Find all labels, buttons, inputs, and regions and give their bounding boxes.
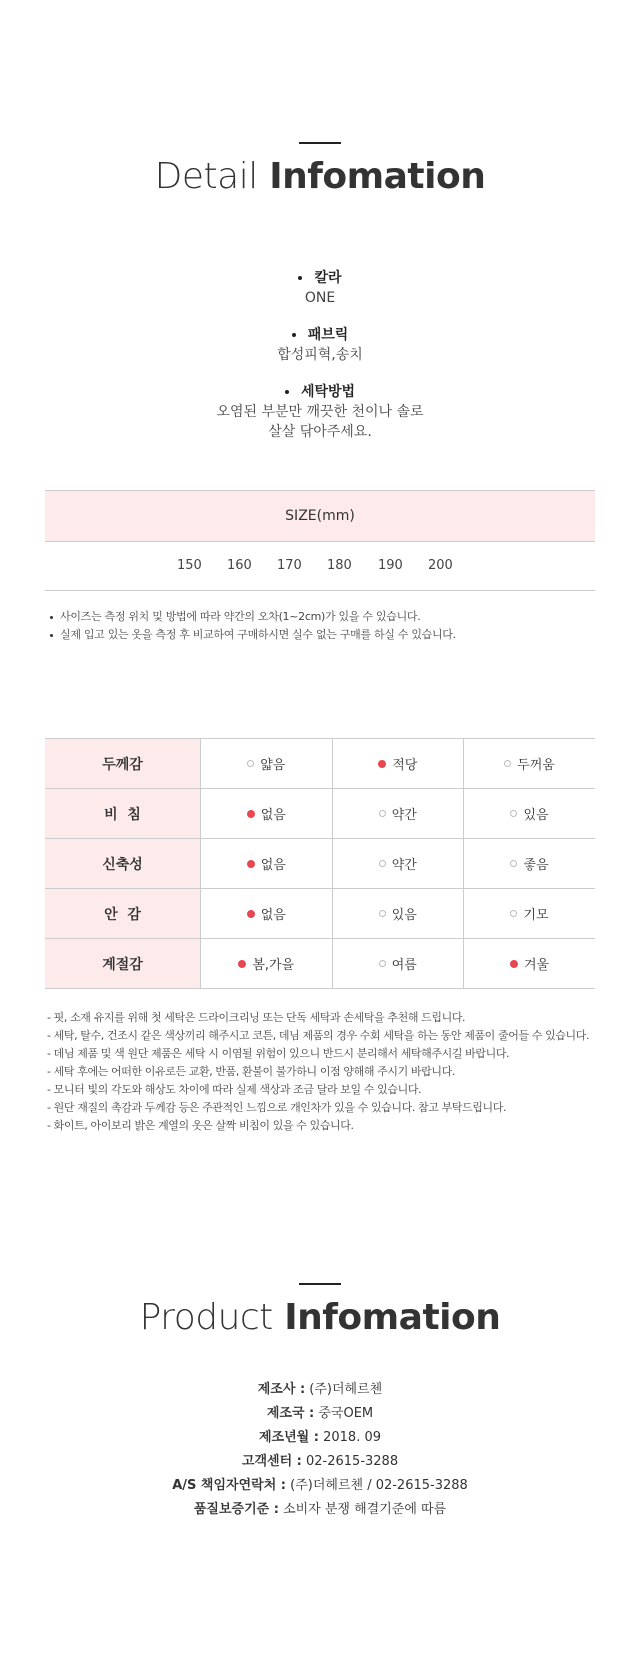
spec-fabric [0, 325, 640, 365]
spec-fabric-value: 합성피혁,송치 [277, 347, 363, 363]
radio-off-icon [247, 760, 254, 767]
option-label: 기모 [523, 908, 549, 923]
care-note: - 세탁 후에는 어떠한 이유로든 교환, 반품, 환불이 불가하니 이점 양해해 주시기 바랍니다. [47, 1065, 455, 1078]
option-label: 약간 [391, 858, 417, 873]
care-notes [47, 1009, 589, 1135]
radio-on-icon [247, 860, 255, 868]
attribute-row-season [45, 939, 595, 989]
size-value: 180 [327, 558, 352, 573]
option-label: 있음 [523, 808, 549, 823]
option-label: 없음 [260, 858, 286, 873]
care-note: - 원단 재질의 촉감과 두께감 등은 주관적인 느낌으로 개인차가 있을 수 있습니다. 참고 부탁드립니다. [47, 1101, 507, 1114]
option-label: 좋음 [523, 858, 549, 873]
product-info-row: 고객센터 : 02-2615-3288 [241, 1454, 399, 1469]
size-note: 사이즈는 측정 위치 및 방법에 따라 약간의 오차(1~2cm)가 있을 수 있습니다. [50, 608, 456, 626]
option-label: 약간 [391, 808, 417, 823]
care-note: - 핏, 소재 유지를 위해 첫 세탁은 드라이크리닝 또는 단독 세탁과 손세탁을 추천해 드립니다. [47, 1011, 466, 1024]
size-table-header: SIZE(mm) [45, 490, 595, 542]
detail-heading-bold: Infomation [269, 156, 486, 197]
bullet-icon [298, 276, 302, 280]
option-label: 없음 [260, 808, 286, 823]
spec-color-value: ONE [304, 290, 336, 306]
radio-off-icon [504, 760, 511, 767]
attribute-label: 계절감 [45, 939, 201, 989]
size-value: 160 [227, 558, 252, 573]
attribute-row-sheerness [45, 789, 595, 839]
product-info-row: 품질보증기준 : 소비자 분쟁 해결기준에 따름 [193, 1502, 447, 1517]
attribute-label: 비 침 [45, 789, 201, 839]
spec-washing [0, 382, 640, 442]
bullet-icon [50, 634, 53, 637]
radio-off-icon [510, 810, 517, 817]
option-label: 여름 [391, 958, 417, 973]
radio-off-icon [510, 910, 517, 917]
detail-heading-bar [299, 142, 341, 144]
product-heading [0, 1296, 640, 1340]
care-note: - 화이트, 아이보리 밝은 계열의 옷은 살짝 비침이 있을 수 있습니다. [47, 1119, 354, 1132]
radio-on-icon [510, 960, 518, 968]
option-label: 있음 [391, 908, 417, 923]
product-heading-light: Product [139, 1297, 273, 1338]
radio-off-icon [379, 860, 386, 867]
bullet-icon [285, 390, 289, 394]
attribute-label: 신축성 [45, 839, 201, 889]
bullet-icon [292, 333, 296, 337]
detail-heading [0, 155, 640, 199]
option-label: 봄,가을 [252, 958, 295, 973]
product-info-row: A/S 책임자연락처 : (주)더헤르첸 / 02-2615-3288 [172, 1478, 468, 1493]
attribute-label: 안 감 [45, 889, 201, 939]
product-heading-bold: Infomation [284, 1297, 501, 1338]
size-table-row [45, 541, 595, 591]
radio-off-icon [379, 910, 386, 917]
radio-off-icon [379, 810, 386, 817]
spec-washing-label: 세탁방법 [300, 384, 356, 400]
product-info-row: 제조사 : (주)더헤르첸 [257, 1382, 383, 1397]
spec-color-label: 칼라 [314, 270, 342, 286]
care-note: - 데님 제품 및 색 원단 제품은 세탁 시 이염될 위험이 있으니 반드시 분리해서 세탁해주시길 바랍니다. [47, 1047, 510, 1060]
bullet-icon [50, 616, 53, 619]
product-info-row: 제조년월 : 2018. 09 [259, 1430, 381, 1445]
option-label: 두꺼움 [517, 758, 555, 773]
spec-washing-value-line2: 살살 닦아주세요. [268, 424, 372, 440]
size-note: 실제 입고 있는 옷을 측정 후 비교하여 구매하시면 실수 없는 구매를 하실 수 있습니다. [50, 626, 456, 644]
attribute-row-thickness [45, 739, 595, 789]
option-label: 없음 [260, 908, 286, 923]
attribute-row-stretch [45, 839, 595, 889]
radio-on-icon [238, 960, 246, 968]
spec-color [0, 268, 640, 308]
radio-off-icon [379, 960, 386, 967]
attribute-label: 두께감 [45, 739, 201, 789]
radio-on-icon [247, 910, 255, 918]
product-info-row: 제조국 : 중국OEM [266, 1406, 374, 1421]
size-value: 200 [428, 558, 453, 573]
size-notes [50, 608, 456, 644]
radio-off-icon [510, 860, 517, 867]
detail-heading-light: Detail [154, 156, 258, 197]
spec-washing-value-line1: 오염된 부분만 깨끗한 천이나 솔로 [216, 404, 424, 420]
care-note: - 모니터 빛의 각도와 해상도 차이에 따라 실제 색상과 조금 달라 보일 수 있습니다. [47, 1083, 422, 1096]
care-note: - 세탁, 탈수, 건조시 같은 색상끼리 해주시고 코튼, 데님 제품의 경우 수회 세탁을 하는 동안 제품이 줄어들 수 있습니다. [47, 1029, 590, 1042]
product-info [0, 1378, 640, 1522]
size-value: 190 [378, 558, 403, 573]
radio-on-icon [247, 810, 255, 818]
option-label: 적당 [392, 758, 418, 773]
size-value: 150 [177, 558, 202, 573]
attribute-row-lining [45, 889, 595, 939]
option-label: 겨울 [523, 958, 550, 973]
size-value: 170 [277, 558, 302, 573]
option-label: 얇음 [260, 758, 286, 773]
radio-on-icon [378, 760, 386, 768]
product-heading-bar [299, 1283, 341, 1285]
attribute-table [45, 738, 595, 989]
spec-fabric-label: 패브릭 [307, 327, 349, 343]
